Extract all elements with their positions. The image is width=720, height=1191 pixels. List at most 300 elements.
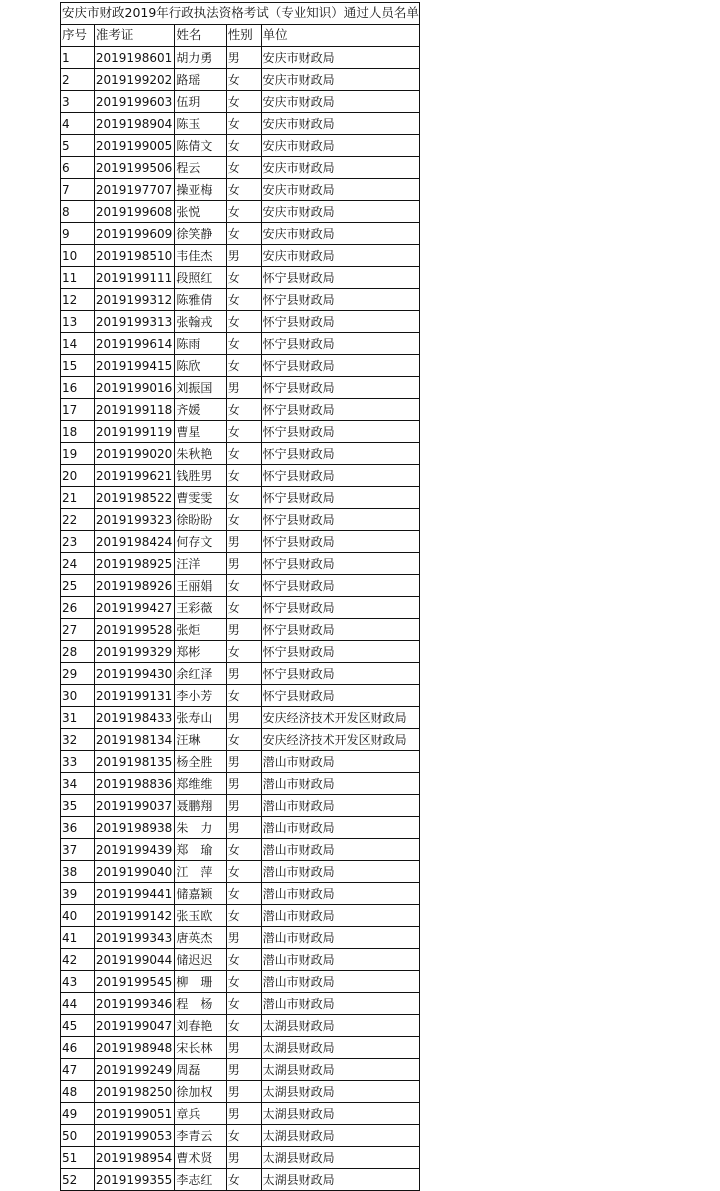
cell-unit: 安庆市财政局 bbox=[261, 135, 419, 157]
cell-unit: 潜山市财政局 bbox=[261, 993, 419, 1015]
table-row bbox=[61, 1081, 420, 1103]
table-row bbox=[61, 905, 420, 927]
cell-serial: 42 bbox=[61, 949, 95, 971]
cell-gender: 男 bbox=[226, 751, 261, 773]
cell-name: 段照红 bbox=[175, 267, 226, 289]
cell-gender: 女 bbox=[226, 333, 261, 355]
cell-serial: 23 bbox=[61, 531, 95, 553]
cell-ticket: 2019198836 bbox=[94, 773, 174, 795]
roster-body bbox=[61, 47, 420, 1191]
cell-name: 钱胜男 bbox=[175, 465, 226, 487]
table-row bbox=[61, 993, 420, 1015]
cell-gender: 女 bbox=[226, 861, 261, 883]
table-title: 安庆市财政2019年行政执法资格考试（专业知识）通过人员名单 bbox=[61, 3, 420, 25]
cell-ticket: 2019199427 bbox=[94, 597, 174, 619]
cell-ticket: 2019199343 bbox=[94, 927, 174, 949]
cell-serial: 47 bbox=[61, 1059, 95, 1081]
cell-unit: 太湖县财政局 bbox=[261, 1103, 419, 1125]
cell-name: 柳 珊 bbox=[175, 971, 226, 993]
table-row bbox=[61, 1103, 420, 1125]
cell-serial: 28 bbox=[61, 641, 95, 663]
cell-unit: 安庆市财政局 bbox=[261, 157, 419, 179]
cell-gender: 男 bbox=[226, 553, 261, 575]
cell-unit: 怀宁县财政局 bbox=[261, 641, 419, 663]
cell-ticket: 2019198433 bbox=[94, 707, 174, 729]
cell-name: 曹雯雯 bbox=[175, 487, 226, 509]
cell-serial: 25 bbox=[61, 575, 95, 597]
cell-name: 胡力勇 bbox=[175, 47, 226, 69]
cell-ticket: 2019198510 bbox=[94, 245, 174, 267]
table-row bbox=[61, 575, 420, 597]
table-row bbox=[61, 641, 420, 663]
cell-name: 郑彬 bbox=[175, 641, 226, 663]
cell-gender: 女 bbox=[226, 597, 261, 619]
cell-gender: 女 bbox=[226, 443, 261, 465]
cell-unit: 怀宁县财政局 bbox=[261, 597, 419, 619]
cell-gender: 女 bbox=[226, 91, 261, 113]
cell-unit: 安庆市财政局 bbox=[261, 201, 419, 223]
cell-ticket: 2019199430 bbox=[94, 663, 174, 685]
cell-ticket: 2019199037 bbox=[94, 795, 174, 817]
cell-unit: 潜山市财政局 bbox=[261, 751, 419, 773]
cell-name: 张玉欧 bbox=[175, 905, 226, 927]
cell-gender: 男 bbox=[226, 47, 261, 69]
cell-ticket: 2019199609 bbox=[94, 223, 174, 245]
cell-unit: 怀宁县财政局 bbox=[261, 685, 419, 707]
cell-ticket: 2019198926 bbox=[94, 575, 174, 597]
cell-ticket: 2019199142 bbox=[94, 905, 174, 927]
cell-serial: 9 bbox=[61, 223, 95, 245]
cell-gender: 女 bbox=[226, 905, 261, 927]
table-row bbox=[61, 553, 420, 575]
header-name: 姓名 bbox=[175, 25, 226, 47]
cell-gender: 女 bbox=[226, 839, 261, 861]
table-row bbox=[61, 729, 420, 751]
cell-name: 路瑶 bbox=[175, 69, 226, 91]
cell-serial: 31 bbox=[61, 707, 95, 729]
cell-unit: 怀宁县财政局 bbox=[261, 663, 419, 685]
cell-name: 朱 力 bbox=[175, 817, 226, 839]
table-row bbox=[61, 157, 420, 179]
table-row bbox=[61, 773, 420, 795]
cell-serial: 18 bbox=[61, 421, 95, 443]
cell-serial: 49 bbox=[61, 1103, 95, 1125]
table-row bbox=[61, 179, 420, 201]
cell-unit: 潜山市财政局 bbox=[261, 949, 419, 971]
cell-gender: 女 bbox=[226, 575, 261, 597]
table-row bbox=[61, 377, 420, 399]
table-row bbox=[61, 619, 420, 641]
cell-unit: 潜山市财政局 bbox=[261, 927, 419, 949]
table-row bbox=[61, 69, 420, 91]
cell-gender: 男 bbox=[226, 663, 261, 685]
cell-ticket: 2019199047 bbox=[94, 1015, 174, 1037]
cell-gender: 女 bbox=[226, 179, 261, 201]
cell-ticket: 2019199614 bbox=[94, 333, 174, 355]
cell-gender: 男 bbox=[226, 707, 261, 729]
table-row bbox=[61, 531, 420, 553]
header-row bbox=[61, 25, 420, 47]
cell-ticket: 2019199329 bbox=[94, 641, 174, 663]
header-serial: 序号 bbox=[61, 25, 95, 47]
cell-name: 聂鹏翔 bbox=[175, 795, 226, 817]
cell-name: 徐笑静 bbox=[175, 223, 226, 245]
cell-gender: 女 bbox=[226, 223, 261, 245]
cell-serial: 40 bbox=[61, 905, 95, 927]
table-row bbox=[61, 861, 420, 883]
cell-unit: 怀宁县财政局 bbox=[261, 333, 419, 355]
cell-ticket: 2019199323 bbox=[94, 509, 174, 531]
cell-gender: 女 bbox=[226, 509, 261, 531]
table-row bbox=[61, 1015, 420, 1037]
table-row bbox=[61, 1059, 420, 1081]
cell-unit: 潜山市财政局 bbox=[261, 795, 419, 817]
cell-ticket: 2019199415 bbox=[94, 355, 174, 377]
cell-ticket: 2019199603 bbox=[94, 91, 174, 113]
cell-unit: 太湖县财政局 bbox=[261, 1037, 419, 1059]
table-row bbox=[61, 971, 420, 993]
table-row bbox=[61, 465, 420, 487]
cell-name: 韦佳杰 bbox=[175, 245, 226, 267]
cell-serial: 10 bbox=[61, 245, 95, 267]
table-row bbox=[61, 707, 420, 729]
cell-unit: 安庆市财政局 bbox=[261, 69, 419, 91]
cell-serial: 12 bbox=[61, 289, 95, 311]
cell-serial: 37 bbox=[61, 839, 95, 861]
cell-serial: 22 bbox=[61, 509, 95, 531]
cell-gender: 女 bbox=[226, 487, 261, 509]
table-row bbox=[61, 751, 420, 773]
cell-name: 杨全胜 bbox=[175, 751, 226, 773]
cell-serial: 27 bbox=[61, 619, 95, 641]
cell-unit: 怀宁县财政局 bbox=[261, 553, 419, 575]
table-row bbox=[61, 223, 420, 245]
cell-serial: 36 bbox=[61, 817, 95, 839]
table-row bbox=[61, 47, 420, 69]
cell-gender: 男 bbox=[226, 1081, 261, 1103]
cell-unit: 怀宁县财政局 bbox=[261, 575, 419, 597]
cell-serial: 26 bbox=[61, 597, 95, 619]
table-row bbox=[61, 267, 420, 289]
cell-ticket: 2019198250 bbox=[94, 1081, 174, 1103]
cell-name: 汪琳 bbox=[175, 729, 226, 751]
cell-unit: 潜山市财政局 bbox=[261, 839, 419, 861]
cell-serial: 24 bbox=[61, 553, 95, 575]
table-row bbox=[61, 443, 420, 465]
cell-gender: 女 bbox=[226, 971, 261, 993]
cell-unit: 怀宁县财政局 bbox=[261, 443, 419, 465]
cell-ticket: 2019199506 bbox=[94, 157, 174, 179]
cell-ticket: 2019198522 bbox=[94, 487, 174, 509]
cell-serial: 51 bbox=[61, 1147, 95, 1169]
cell-gender: 男 bbox=[226, 1059, 261, 1081]
table-row bbox=[61, 113, 420, 135]
cell-ticket: 2019199131 bbox=[94, 685, 174, 707]
cell-name: 徐盼盼 bbox=[175, 509, 226, 531]
cell-gender: 女 bbox=[226, 949, 261, 971]
cell-name: 曹术贤 bbox=[175, 1147, 226, 1169]
cell-ticket: 2019199439 bbox=[94, 839, 174, 861]
cell-serial: 29 bbox=[61, 663, 95, 685]
cell-name: 李青云 bbox=[175, 1125, 226, 1147]
cell-unit: 潜山市财政局 bbox=[261, 861, 419, 883]
cell-unit: 怀宁县财政局 bbox=[261, 421, 419, 443]
cell-name: 陈雅倩 bbox=[175, 289, 226, 311]
cell-serial: 2 bbox=[61, 69, 95, 91]
table-row bbox=[61, 663, 420, 685]
table-row bbox=[61, 355, 420, 377]
table-row bbox=[61, 597, 420, 619]
cell-serial: 50 bbox=[61, 1125, 95, 1147]
cell-ticket: 2019199111 bbox=[94, 267, 174, 289]
cell-gender: 女 bbox=[226, 311, 261, 333]
header-unit: 单位 bbox=[261, 25, 419, 47]
table-row bbox=[61, 1169, 420, 1191]
cell-name: 江 萍 bbox=[175, 861, 226, 883]
cell-ticket: 2019198938 bbox=[94, 817, 174, 839]
cell-unit: 怀宁县财政局 bbox=[261, 465, 419, 487]
cell-gender: 女 bbox=[226, 1125, 261, 1147]
table-row bbox=[61, 245, 420, 267]
cell-name: 伍玥 bbox=[175, 91, 226, 113]
cell-serial: 17 bbox=[61, 399, 95, 421]
cell-gender: 男 bbox=[226, 531, 261, 553]
table-row bbox=[61, 685, 420, 707]
cell-name: 王彩薇 bbox=[175, 597, 226, 619]
cell-name: 张翰戎 bbox=[175, 311, 226, 333]
cell-unit: 怀宁县财政局 bbox=[261, 377, 419, 399]
cell-gender: 女 bbox=[226, 69, 261, 91]
cell-gender: 女 bbox=[226, 421, 261, 443]
cell-serial: 7 bbox=[61, 179, 95, 201]
cell-serial: 43 bbox=[61, 971, 95, 993]
cell-unit: 安庆市财政局 bbox=[261, 223, 419, 245]
cell-gender: 女 bbox=[226, 465, 261, 487]
cell-name: 陈雨 bbox=[175, 333, 226, 355]
cell-gender: 女 bbox=[226, 993, 261, 1015]
cell-gender: 女 bbox=[226, 1015, 261, 1037]
cell-ticket: 2019199016 bbox=[94, 377, 174, 399]
cell-unit: 潜山市财政局 bbox=[261, 773, 419, 795]
cell-serial: 15 bbox=[61, 355, 95, 377]
cell-name: 齐媛 bbox=[175, 399, 226, 421]
cell-ticket: 2019199545 bbox=[94, 971, 174, 993]
cell-gender: 女 bbox=[226, 729, 261, 751]
cell-serial: 35 bbox=[61, 795, 95, 817]
cell-serial: 14 bbox=[61, 333, 95, 355]
cell-serial: 3 bbox=[61, 91, 95, 113]
cell-name: 张炬 bbox=[175, 619, 226, 641]
cell-ticket: 2019199118 bbox=[94, 399, 174, 421]
cell-ticket: 2019198904 bbox=[94, 113, 174, 135]
table-row bbox=[61, 289, 420, 311]
cell-serial: 52 bbox=[61, 1169, 95, 1191]
cell-unit: 怀宁县财政局 bbox=[261, 487, 419, 509]
cell-unit: 安庆市财政局 bbox=[261, 245, 419, 267]
cell-name: 张寿山 bbox=[175, 707, 226, 729]
cell-gender: 女 bbox=[226, 289, 261, 311]
cell-name: 余红泽 bbox=[175, 663, 226, 685]
cell-ticket: 2019199313 bbox=[94, 311, 174, 333]
cell-ticket: 2019199441 bbox=[94, 883, 174, 905]
cell-unit: 怀宁县财政局 bbox=[261, 311, 419, 333]
cell-serial: 16 bbox=[61, 377, 95, 399]
cell-unit: 怀宁县财政局 bbox=[261, 531, 419, 553]
roster-table bbox=[60, 2, 420, 1191]
cell-gender: 男 bbox=[226, 1147, 261, 1169]
cell-name: 章兵 bbox=[175, 1103, 226, 1125]
cell-name: 陈玉 bbox=[175, 113, 226, 135]
cell-gender: 女 bbox=[226, 135, 261, 157]
cell-ticket: 2019198424 bbox=[94, 531, 174, 553]
cell-gender: 男 bbox=[226, 927, 261, 949]
cell-unit: 太湖县财政局 bbox=[261, 1015, 419, 1037]
title-row bbox=[61, 3, 420, 25]
cell-serial: 32 bbox=[61, 729, 95, 751]
cell-ticket: 2019198954 bbox=[94, 1147, 174, 1169]
cell-name: 刘春艳 bbox=[175, 1015, 226, 1037]
cell-ticket: 2019199040 bbox=[94, 861, 174, 883]
cell-unit: 潜山市财政局 bbox=[261, 883, 419, 905]
cell-serial: 41 bbox=[61, 927, 95, 949]
cell-gender: 男 bbox=[226, 795, 261, 817]
table-row bbox=[61, 883, 420, 905]
table-row bbox=[61, 1125, 420, 1147]
cell-serial: 34 bbox=[61, 773, 95, 795]
cell-ticket: 2019199249 bbox=[94, 1059, 174, 1081]
cell-gender: 女 bbox=[226, 1169, 261, 1191]
cell-unit: 怀宁县财政局 bbox=[261, 399, 419, 421]
cell-serial: 21 bbox=[61, 487, 95, 509]
cell-name: 刘振国 bbox=[175, 377, 226, 399]
cell-gender: 男 bbox=[226, 377, 261, 399]
cell-unit: 安庆经济技术开发区财政局 bbox=[261, 729, 419, 751]
cell-name: 储嘉颖 bbox=[175, 883, 226, 905]
table-row bbox=[61, 817, 420, 839]
cell-serial: 46 bbox=[61, 1037, 95, 1059]
cell-unit: 安庆市财政局 bbox=[261, 179, 419, 201]
cell-unit: 太湖县财政局 bbox=[261, 1147, 419, 1169]
cell-unit: 潜山市财政局 bbox=[261, 971, 419, 993]
cell-ticket: 2019199044 bbox=[94, 949, 174, 971]
cell-name: 陈倩文 bbox=[175, 135, 226, 157]
cell-gender: 男 bbox=[226, 245, 261, 267]
cell-unit: 潜山市财政局 bbox=[261, 817, 419, 839]
cell-gender: 女 bbox=[226, 201, 261, 223]
cell-serial: 4 bbox=[61, 113, 95, 135]
cell-name: 何存文 bbox=[175, 531, 226, 553]
cell-ticket: 2019199528 bbox=[94, 619, 174, 641]
cell-ticket: 2019199621 bbox=[94, 465, 174, 487]
table-row bbox=[61, 91, 420, 113]
cell-ticket: 2019199312 bbox=[94, 289, 174, 311]
cell-name: 郑维维 bbox=[175, 773, 226, 795]
table-row bbox=[61, 795, 420, 817]
cell-serial: 5 bbox=[61, 135, 95, 157]
cell-unit: 太湖县财政局 bbox=[261, 1059, 419, 1081]
cell-name: 周磊 bbox=[175, 1059, 226, 1081]
table-row bbox=[61, 333, 420, 355]
cell-ticket: 2019198601 bbox=[94, 47, 174, 69]
cell-serial: 1 bbox=[61, 47, 95, 69]
cell-gender: 男 bbox=[226, 817, 261, 839]
cell-ticket: 2019199020 bbox=[94, 443, 174, 465]
cell-unit: 怀宁县财政局 bbox=[261, 509, 419, 531]
cell-gender: 女 bbox=[226, 883, 261, 905]
cell-gender: 女 bbox=[226, 355, 261, 377]
cell-ticket: 2019199202 bbox=[94, 69, 174, 91]
cell-ticket: 2019199053 bbox=[94, 1125, 174, 1147]
table-row bbox=[61, 399, 420, 421]
cell-serial: 48 bbox=[61, 1081, 95, 1103]
table-row bbox=[61, 509, 420, 531]
cell-name: 程 杨 bbox=[175, 993, 226, 1015]
cell-unit: 潜山市财政局 bbox=[261, 905, 419, 927]
cell-serial: 33 bbox=[61, 751, 95, 773]
cell-unit: 太湖县财政局 bbox=[261, 1081, 419, 1103]
cell-name: 陈欣 bbox=[175, 355, 226, 377]
cell-gender: 女 bbox=[226, 399, 261, 421]
cell-serial: 44 bbox=[61, 993, 95, 1015]
cell-ticket: 2019199608 bbox=[94, 201, 174, 223]
cell-unit: 太湖县财政局 bbox=[261, 1169, 419, 1191]
cell-ticket: 2019198925 bbox=[94, 553, 174, 575]
cell-ticket: 2019198134 bbox=[94, 729, 174, 751]
cell-serial: 45 bbox=[61, 1015, 95, 1037]
cell-serial: 8 bbox=[61, 201, 95, 223]
cell-name: 王丽娟 bbox=[175, 575, 226, 597]
cell-name: 徐加权 bbox=[175, 1081, 226, 1103]
cell-name: 李小芳 bbox=[175, 685, 226, 707]
cell-name: 李志红 bbox=[175, 1169, 226, 1191]
cell-serial: 19 bbox=[61, 443, 95, 465]
cell-serial: 30 bbox=[61, 685, 95, 707]
cell-name: 宋长林 bbox=[175, 1037, 226, 1059]
cell-serial: 20 bbox=[61, 465, 95, 487]
cell-name: 唐英杰 bbox=[175, 927, 226, 949]
cell-gender: 女 bbox=[226, 641, 261, 663]
cell-name: 张悦 bbox=[175, 201, 226, 223]
cell-unit: 怀宁县财政局 bbox=[261, 355, 419, 377]
cell-ticket: 2019197707 bbox=[94, 179, 174, 201]
cell-unit: 怀宁县财政局 bbox=[261, 267, 419, 289]
table-row bbox=[61, 201, 420, 223]
cell-name: 程云 bbox=[175, 157, 226, 179]
cell-serial: 39 bbox=[61, 883, 95, 905]
cell-unit: 安庆经济技术开发区财政局 bbox=[261, 707, 419, 729]
cell-gender: 女 bbox=[226, 267, 261, 289]
cell-gender: 男 bbox=[226, 619, 261, 641]
table-row bbox=[61, 839, 420, 861]
cell-ticket: 2019198135 bbox=[94, 751, 174, 773]
cell-ticket: 2019199346 bbox=[94, 993, 174, 1015]
table-row bbox=[61, 927, 420, 949]
cell-name: 操亚梅 bbox=[175, 179, 226, 201]
cell-name: 郑 瑜 bbox=[175, 839, 226, 861]
table-row bbox=[61, 135, 420, 157]
cell-gender: 男 bbox=[226, 1103, 261, 1125]
cell-gender: 女 bbox=[226, 157, 261, 179]
table-row bbox=[61, 1147, 420, 1169]
cell-unit: 怀宁县财政局 bbox=[261, 289, 419, 311]
table-row bbox=[61, 949, 420, 971]
cell-name: 储迟迟 bbox=[175, 949, 226, 971]
cell-serial: 13 bbox=[61, 311, 95, 333]
cell-ticket: 2019199355 bbox=[94, 1169, 174, 1191]
table-row bbox=[61, 487, 420, 509]
table-row bbox=[61, 311, 420, 333]
cell-ticket: 2019199005 bbox=[94, 135, 174, 157]
